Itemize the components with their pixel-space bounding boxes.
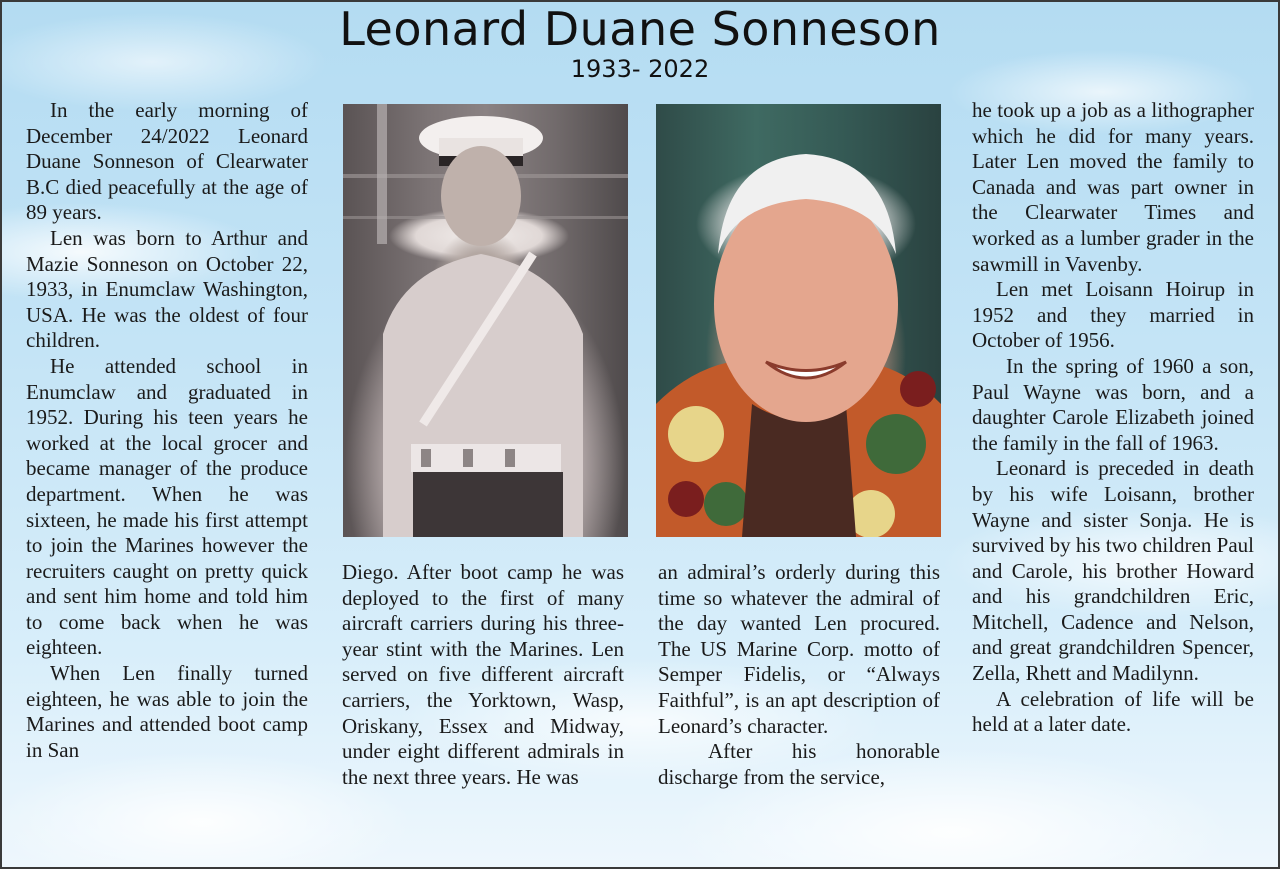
text-column-1 [26, 98, 308, 763]
marine-photo-art [343, 104, 628, 537]
paragraph: He attended school in Enumclaw and graduated in 1952. During his teen years he worked at the local grocer and became manager of the produce department. When he was sixteen, he made his first attempt to join the Marines however the recruiters caught on pretty quick and sent him home and told him to come back when he was eighteen. [26, 353, 308, 660]
paragraph: he took up a job as a lithographer which he did for many years. Later Len moved the family to Canada and was part owner in the Clearwater Times and worked as a lumber grader in the sawmill in Vavenby. [972, 98, 1254, 276]
paragraph: Len met Loisann Hoirup in 1952 and they married in October of 1956. [972, 277, 1254, 353]
paragraph: Leonard is preceded in death by his wife Loisann, brother Wayne and sister Sonja. He is survived by his two children Paul and Carole, his brother Howard and his grandchildren Eric, Mitchell, Cadence and Nelson, and great grandchildren Spencer, Zella, Rhett and Madilynn. [972, 456, 1254, 686]
paragraph: In the early morning of December 24/2022 Leonard Duane Sonneson of Clearwater B.C died peacefully at the age of 89 years. [26, 98, 308, 225]
page-title: Leonard Duane Sonneson [339, 2, 941, 56]
paragraph: an admiral’s orderly during this time so whatever the admiral of the day wanted Len procured. The US Marine Corp. motto of Semper Fidelis, or “Always Faithful”, is an apt description of Leonard’s character. [658, 560, 940, 738]
elderly-portrait-photo [656, 104, 941, 537]
paragraph: A celebration of life will be held at a later date. [972, 686, 1254, 737]
text-column-4 [972, 98, 1254, 738]
text-column-2 [342, 560, 624, 790]
paragraph: Len was born to Arthur and Mazie Sonneson on October 22, 1933, in Enumclaw Washington, USA. He was the oldest of four children. [26, 225, 308, 353]
paragraph: Diego. After boot camp he was deployed to the first of many aircraft carriers during his three-year stint with the Marines. Len served on five different aircraft carriers, the Yorktown, Wasp, Oriskany, Essex and Midway, under eight different admirals in the next three years. He was [342, 560, 624, 789]
life-dates: 1933- 2022 [570, 55, 710, 83]
text-column-3 [658, 560, 940, 790]
paragraph: In the spring of 1960 a son, Paul Wayne was born, and a daughter Carole Elizabeth joined the family in the fall of 1963. [972, 353, 1254, 455]
portrait-photo-art [656, 104, 941, 537]
paragraph: After his honorable discharge from the service, [658, 739, 940, 789]
paragraph: When Len finally turned eighteen, he was able to join the Marines and attended boot camp in San [26, 661, 308, 762]
marine-portrait-photo [343, 104, 628, 537]
